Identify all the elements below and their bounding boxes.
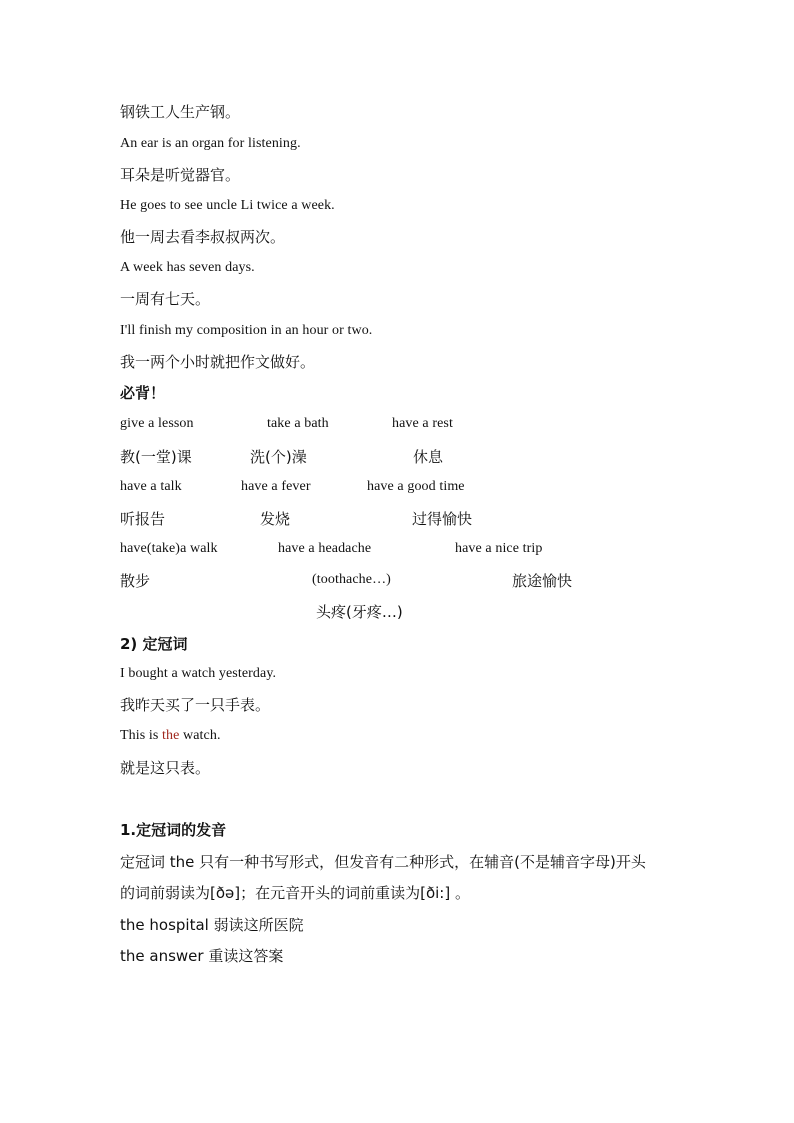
text-line: 我昨天买了一只手表。 (120, 696, 271, 714)
text-line: A week has seven days. (120, 260, 255, 275)
text-line (120, 728, 221, 744)
section-heading: 必背！ (120, 384, 166, 402)
section-heading: 1.定冠词的发音 (120, 821, 227, 839)
phrase: have(take)a walk (120, 541, 218, 556)
text-line: 我一两个小时就把作文做好。 (120, 353, 316, 371)
phrase-translation: 听报告 (120, 510, 166, 528)
text-line: 一周有七天。 (120, 290, 211, 308)
text-line: 就是这只表。 (120, 759, 211, 777)
paragraph-line: 的词前弱读为[ðə]；在元音开头的词前重读为[ði:] 。 (120, 884, 470, 902)
text-line: I'll finish my composition in an hour or two. (120, 323, 373, 338)
phrase-translation: 洗(个)澡 (250, 448, 307, 466)
text-line: He goes to see uncle Li twice a week. (120, 198, 335, 213)
text-fragment: This is (120, 728, 163, 743)
text-line: An ear is an organ for listening. (120, 136, 301, 151)
example-line: the hospital 弱读这所医院 (120, 916, 304, 934)
phrase: have a good time (367, 479, 465, 494)
phrase-translation: 教(一堂)课 (120, 448, 192, 466)
phrase: have a rest (392, 416, 453, 431)
phrase-translation: 休息 (413, 448, 444, 466)
phrase-translation: 发烧 (260, 510, 291, 528)
text-line: 耳朵是听觉器官。 (120, 166, 241, 184)
text-line: 他一周去看李叔叔两次。 (120, 228, 286, 246)
phrase: have a headache (278, 541, 372, 556)
phrase: have a talk (120, 479, 182, 494)
phrase-translation: 散步 (120, 572, 151, 590)
highlighted-word: the (162, 728, 180, 743)
phrase: have a fever (241, 479, 311, 494)
phrase-translation: 过得愉快 (412, 510, 473, 528)
phrase-translation: 头疼(牙疼…) (316, 603, 403, 621)
phrase-translation: 旅途愉快 (512, 572, 573, 590)
text-line: I bought a watch yesterday. (120, 666, 277, 681)
text-fragment: watch. (179, 728, 221, 743)
section-heading: 2) 定冠词 (120, 635, 188, 653)
text-line: 钢铁工人生产钢。 (120, 103, 241, 121)
paragraph-line: 定冠词 the 只有一种书写形式，但发音有二种形式，在辅音(不是辅音字母)开头 (120, 853, 646, 871)
example-line: the answer 重读这答案 (120, 947, 284, 965)
phrase-note: (toothache…) (312, 572, 391, 587)
phrase: have a nice trip (455, 541, 543, 556)
phrase: give a lesson (120, 416, 194, 431)
phrase: take a bath (267, 416, 329, 431)
